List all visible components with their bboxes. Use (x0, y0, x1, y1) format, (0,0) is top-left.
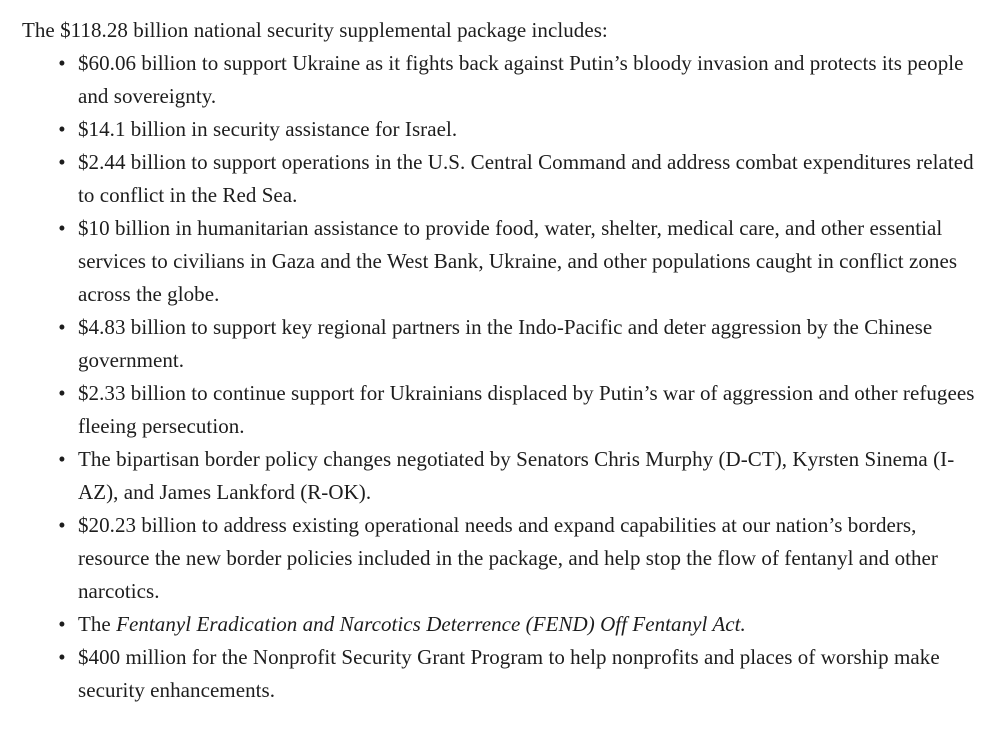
bullet-icon: • (58, 645, 66, 669)
bullet-icon: • (58, 315, 66, 339)
list-item-text: $14.1 billion in security assistance for Israel. (78, 117, 458, 141)
intro-sentence: The $118.28 billion national security supplemental package includes: (22, 18, 608, 42)
list-item-text: $400 million for the Nonprofit Security Grant Program to help nonprofits and places of worship make security enhancements. (78, 645, 940, 702)
list-item-text: $2.33 billion to continue support for Ukrainians displaced by Putin’s war of aggression and other refugees fleeing persecution. (78, 381, 975, 438)
list-item-text: $4.83 billion to support key regional partners in the Indo-Pacific and deter aggression by the Chinese government. (78, 315, 933, 372)
bullet-icon: • (58, 216, 66, 240)
list-item-text: $60.06 billion to support Ukraine as it fights back against Putin’s bloody invasion and protects its people and sovereignty. (78, 51, 964, 108)
bullet-icon: • (58, 447, 66, 471)
list-item (22, 641, 984, 707)
bullet-icon: • (58, 381, 66, 405)
bullet-icon: • (58, 51, 66, 75)
bullet-icon: • (58, 150, 66, 174)
list-item (22, 608, 984, 641)
bullet-icon: • (58, 513, 66, 537)
list-item (22, 212, 984, 311)
list-item (22, 47, 984, 113)
list-item (22, 377, 984, 443)
list-item-text: $10 billion in humanitarian assistance to provide food, water, shelter, medical care, and other essential services to civilians in Gaza and the West Bank, Ukraine, and other populations caught in conflict zones across the globe. (78, 216, 958, 306)
list-item-text: The bipartisan border policy changes negotiated by Senators Chris Murphy (D-CT), Kyrsten Sinema (I-AZ), and James Lankford (R-OK). (78, 447, 955, 504)
list-item-text: $20.23 billion to address existing operational needs and expand capabilities at our nation’s borders, resource the new border policies included in the package, and help stop the flow of fentanyl and other narcotics. (78, 513, 938, 603)
list-item (22, 113, 984, 146)
list-item (22, 509, 984, 608)
list-item-text: $2.44 billion to support operations in the U.S. Central Command and address combat expenditures related to conflict in the Red Sea. (78, 150, 974, 207)
act-title: Fentanyl Eradication and Narcotics Deterrence (FEND) Off Fentanyl Act. (116, 612, 746, 636)
list-item (22, 311, 984, 377)
list-item (22, 443, 984, 509)
package-items-list (22, 47, 984, 707)
bullet-icon: • (58, 612, 66, 636)
list-item-prefix: The (78, 612, 117, 636)
bullet-icon: • (58, 117, 66, 141)
list-item (22, 146, 984, 212)
